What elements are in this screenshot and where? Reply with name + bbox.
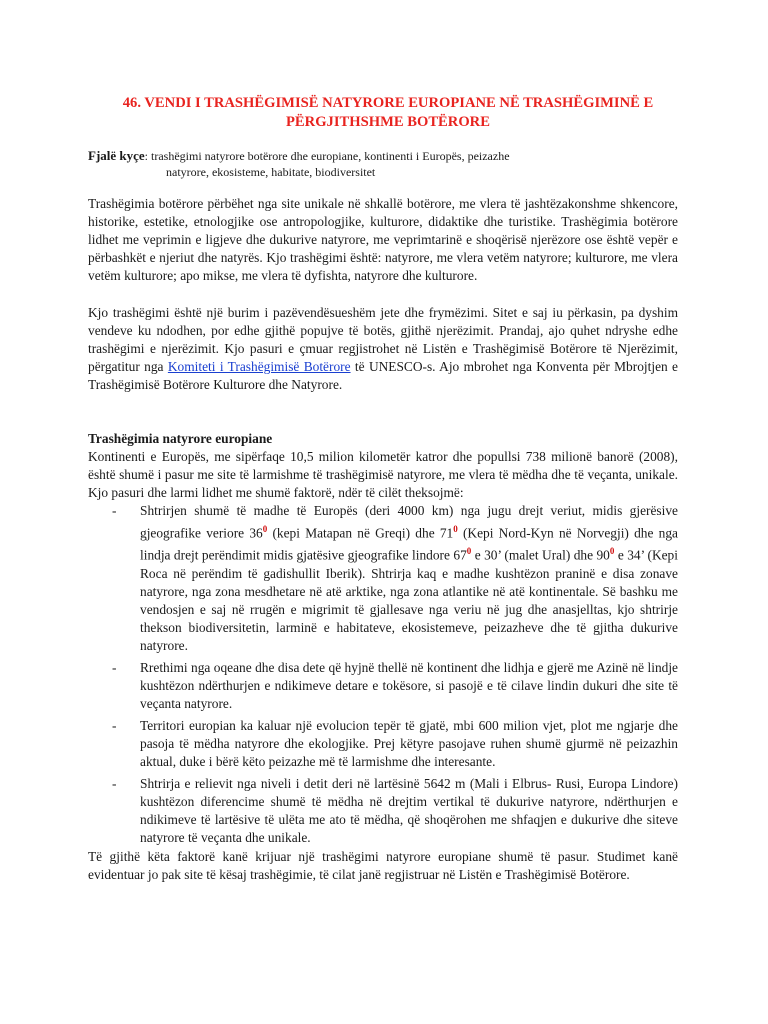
- keywords: [88, 148, 688, 180]
- paragraph-conclusion: [88, 848, 678, 884]
- list-item-text: Shtrirja e relievit nga niveli i detit deri në lartësinë 5642 m (Mali i Elbrus- Rusi, Europa Lindore) kushtëzon diferencime shumë të mëdha në drejtim vertikal të dukurive natyrore, ndërthurjen e ndikimeve të lartësive të ulëta me ato të mëdha, që shoqërohen me shfaqjen e dukurive dhe siteve natyrore të veçanta dhe unikale.: [140, 775, 678, 845]
- dash-bullet: -: [112, 717, 117, 733]
- list-item-text: e 34’ (Kepi Roca në perëndim të gadishullit Iberik). Shtrirja kaq e madhe kushtëzon praninë e disa zonave natyrore, nga zona mesdhetare në atë arktike, nga zona atlantike në atë kontinentale. Së bashku me vendosjen e saj në rrugën e migrimit të gjallesave nga veriu në jug dhe anasjelltas, kjo shtrirje thekson biodiversitetin, larminë e habitateve, ekosistemeve, peizazheve dhe të gjitha dukurive natyrore.: [140, 547, 678, 653]
- paragraph-4: Të gjithë këta faktorë kanë krijuar një trashëgimi natyrore europiane shumë të pasur. Studimet kanë evidentuar jo pak site të kësaj trashëgimie, të cilat janë regjistruar në Listën e Trashëgimisë Botërore.: [88, 849, 678, 882]
- degree-mark: 0: [262, 524, 268, 534]
- keywords-label: Fjalë kyçe: [88, 148, 145, 163]
- degree-mark: 0: [466, 546, 472, 557]
- list-item: [88, 775, 678, 847]
- section-heading: Trashëgimia natyrore europiane: [88, 431, 273, 446]
- paragraph-intro: [88, 195, 678, 285]
- dash-bullet: -: [112, 659, 117, 675]
- paragraph-2-text-b: të UNESCO-s. Ajo mbrohet nga Konventa për Mbrojtjen e Trashëgimisë Botërore Kulturore dhe Natyrore.: [88, 359, 679, 392]
- list-item-text: e 30’ (malet Ural) dhe 90: [471, 547, 610, 563]
- paragraph-unesco: [88, 304, 678, 394]
- keywords-line2: natyrore, ekosisteme, habitate, biodiversitet: [166, 165, 376, 179]
- list-item: [88, 717, 678, 771]
- list-item-text: Shtrirjen shumë të madhe të Europës (deri 4000 km) nga jugu drejt veriut, midis gjerësive gjeografike veriore 36: [140, 503, 678, 541]
- list-item: [88, 659, 678, 713]
- keywords-line1: : trashëgimi natyrore botërore dhe europiane, kontinenti i Europës, peizazhe: [144, 149, 510, 163]
- degree-mark: 0: [609, 546, 615, 557]
- committee-link[interactable]: Komiteti i Trashëgimisë Botërore: [167, 359, 351, 374]
- paragraph-2: [88, 304, 678, 394]
- list-item-text: (Kepi Nord-Kyn në Norvegji) dhe nga lindja drejt perëndimit midis gjatësive gjeografike lindore 67: [140, 525, 678, 563]
- paragraph-2-text-a: Kjo trashëgimi është një burim i pazëvendësueshëm jete dhe frymëzimi. Sitet e saj iu përkasin, pa dyshim vendeve ku ndodhen, por edhe gjithë popujve të botës, gjithë njerëzimit. Prandaj, ajo quhet ndryshe edhe trashëgimi e njerëzimit. Kjo pasuri e çmuar regjistrohet në Listën e Trashëgimisë Botërore të Njerëzimit, përgatitur nga: [88, 305, 678, 374]
- list-item: [88, 502, 678, 655]
- list-item-text: (kepi Matapan në Greqi) dhe 71: [267, 525, 454, 541]
- paragraph-europe: [88, 448, 678, 502]
- list-item-text: Territori europian ka kaluar një evolucion tepër të gjatë, mbi 600 milion vjet, plot me ngjarje dhe pasoja të mëdha natyrore dhe ekologjike. Prej këtyre pasojave ruhen shumë gjurmë në peizazhin aktual, duke i bërë këto peizazhe më të larmishme dhe interesante.: [140, 717, 678, 769]
- factor-list: [88, 502, 678, 851]
- dash-bullet: -: [112, 503, 117, 518]
- list-item-text: Rrethimi nga oqeane dhe disa dete që hyjnë thellë në kontinent dhe lidhja e gjerë me Azinë në lindje kushtëzon ndërthurjen e ndikimeve detare e tokësore, si pasojë e të cilave lindin dukuri dhe site të veçanta natyrore.: [140, 659, 678, 711]
- paragraph-1: Trashëgimia botërore përbëhet nga site unikale në shkallë botërore, me vlera të jashtëzakonshme shkencore, historike, estetike, etnologjike ose antropologjike, kulturore, didaktike dhe turistike. Trashëgimia botërore lidhet me veprimin e ligjeve dhe dukurive natyrore, me veprimtarinë e shoqërisë njerëzore ose është vepër e përbashkët e njeriut dhe natyrës. Kjo trashëgimi është: natyrore, me vlera vetëm natyrore; kulturore, me vlera vetëm kulturore; apo mikse, me vlera të dyfishta, natyrore dhe kulturore.: [88, 196, 678, 283]
- degree-mark: 0: [453, 524, 458, 534]
- page-title: 46. VENDI I TRASHËGIMISË NATYRORE EUROPIANE NË TRASHËGIMINË E PËRGJITHSHME BOTËRORE: [122, 95, 654, 130]
- paragraph-3: Kontinenti e Europës, me sipërfaqe 10,5 milion kilometër katror dhe popullsi 738 milionë banorë (2008), është shumë i pasur me site të larmishme të trashëgimisë natyrore, me vlera të mëdha dhe të veçanta, unikale. Kjo pasuri dhe larmi lidhet me shumë faktorë, ndër të cilët theksojmë:: [88, 449, 678, 500]
- dash-bullet: -: [112, 775, 117, 791]
